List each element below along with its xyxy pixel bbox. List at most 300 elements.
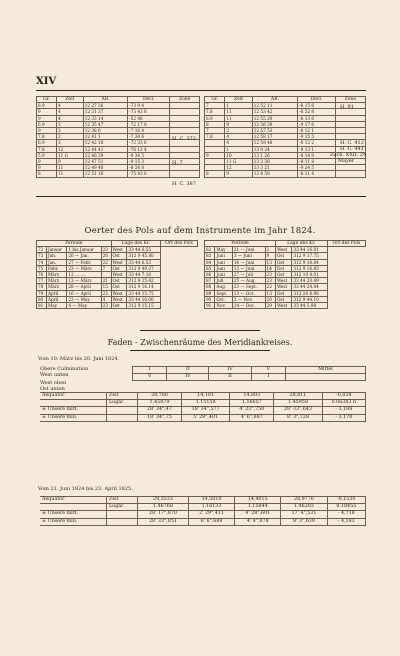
table-cell: 91 bbox=[205, 303, 215, 309]
table-cell: 12 33 14 bbox=[83, 115, 128, 121]
period-2: Vom 21. Juni 1824 bis 23. April 1825. bbox=[38, 486, 133, 492]
table-cell: 7 bbox=[205, 128, 225, 134]
table-cell: 1 bbox=[225, 146, 252, 152]
table-cell: 33 44 15.75 bbox=[127, 290, 161, 296]
note-right-3: H. C. 441 bbox=[340, 146, 364, 152]
table-cell: 79 bbox=[37, 290, 47, 296]
row-sublabel: Logar. bbox=[107, 504, 138, 511]
table-cell: -8 14 9 bbox=[298, 152, 335, 158]
column-header: Periode bbox=[205, 241, 276, 247]
table-cell: Ost bbox=[275, 272, 292, 278]
table-cell: 312 10 4.01 bbox=[292, 272, 327, 278]
table-cell: Ost bbox=[111, 303, 127, 309]
table-cell: 0.06383 n bbox=[322, 400, 365, 407]
row-sublabel bbox=[107, 511, 138, 518]
table-cell: 312 9 44.10 bbox=[292, 296, 327, 302]
table-cell: Febr. bbox=[46, 265, 66, 271]
table-cell: 9 bbox=[37, 109, 57, 115]
table-cell: 13 — März bbox=[67, 278, 101, 284]
table-cell: 4' 23",750 bbox=[230, 407, 274, 414]
table-cell: 12 56 39 bbox=[252, 121, 298, 127]
note-left-1: H. C. 372 bbox=[172, 136, 196, 142]
column-header: Mittel bbox=[285, 367, 365, 374]
table-cell: 24 — Dec. bbox=[232, 303, 265, 309]
table-cell: 17' 4",531 bbox=[281, 511, 327, 518]
table-row bbox=[37, 247, 198, 253]
table-cell: 11 bbox=[56, 171, 83, 177]
table-cell: - 3,170 bbox=[322, 414, 365, 421]
table-cell: 12 bbox=[225, 165, 252, 171]
column-header: I bbox=[133, 367, 167, 374]
table-cell: 28' 17",870 bbox=[138, 511, 189, 518]
table-row bbox=[40, 414, 366, 421]
table-cell: 85 bbox=[205, 265, 215, 271]
table-cell: 2 bbox=[225, 128, 252, 134]
table-cell: 12 31 37 bbox=[83, 109, 128, 115]
table-cell: 9 bbox=[225, 171, 252, 177]
table-row bbox=[40, 511, 366, 518]
table-cell: 89 bbox=[205, 290, 215, 296]
table-cell: 9 bbox=[205, 152, 225, 158]
table-cell: 86 bbox=[205, 272, 215, 278]
table-cell: 4 bbox=[225, 134, 252, 140]
table-cell: 7.8 bbox=[205, 109, 225, 115]
table-cell: Ost bbox=[275, 259, 292, 265]
table-cell: West bbox=[111, 247, 127, 253]
row-sublabel: Zeit bbox=[107, 497, 138, 504]
table-cell: May bbox=[46, 303, 66, 309]
table-cell: - 4,183 bbox=[327, 518, 365, 525]
header-row bbox=[133, 374, 366, 381]
table-cell: -8 15 6 bbox=[298, 103, 335, 109]
column-header: I bbox=[251, 374, 285, 381]
row-label: ± Unsere mitt. bbox=[40, 511, 107, 518]
table-cell: 23 — Sept. bbox=[232, 284, 265, 290]
table-cell: West bbox=[111, 296, 127, 302]
table-cell: 11 bbox=[225, 109, 252, 115]
threads-table-2 bbox=[40, 496, 366, 526]
column-header: AR. bbox=[83, 97, 128, 103]
table-cell: 312 9 17.75 bbox=[292, 253, 327, 259]
table-cell: 27 — Febr. bbox=[67, 259, 101, 265]
table-cell: 4 bbox=[101, 296, 111, 302]
table-cell: 28 bbox=[265, 296, 275, 302]
row-label: ± Unsere mitt. bbox=[40, 407, 107, 414]
table-cell: -9 24 5 bbox=[298, 165, 335, 171]
table-cell: 81 bbox=[37, 303, 47, 309]
table-cell: 82 bbox=[205, 247, 215, 253]
table-cell: West bbox=[111, 290, 127, 296]
table-cell: - 3,188 bbox=[322, 407, 365, 414]
table-cell: -72 17 8 bbox=[128, 121, 170, 127]
table-cell: -72 33 6 bbox=[128, 140, 170, 146]
table-cell: 77 bbox=[37, 278, 47, 284]
table-cell: Aug. bbox=[215, 284, 232, 290]
table-cell: 1.45879 bbox=[138, 400, 182, 407]
table-cell: 73 bbox=[37, 253, 47, 259]
table-cell: 78 bbox=[37, 284, 47, 290]
table-cell: 26 — Jan. bbox=[67, 253, 101, 259]
table-cell: -9 15 3 bbox=[128, 159, 170, 165]
table-cell: 8.9 bbox=[37, 103, 57, 109]
table-cell: 12 38 6 bbox=[83, 128, 128, 134]
table-cell: 8 bbox=[37, 171, 57, 177]
column-header: Periode bbox=[37, 241, 112, 247]
table-cell: 9 bbox=[56, 159, 83, 165]
row-label: ± Unsere min. bbox=[40, 414, 107, 421]
table-cell: 4 bbox=[56, 103, 83, 109]
table-cell: 23 bbox=[101, 303, 111, 309]
table-cell: 3 bbox=[56, 140, 83, 146]
table-cell: Ost bbox=[111, 265, 127, 271]
table-cell: 1.15844 bbox=[235, 504, 281, 511]
table-cell: 14 bbox=[265, 265, 275, 271]
table-cell: 11 bbox=[56, 165, 83, 171]
table-cell: 1.16133 bbox=[188, 504, 234, 511]
column-header: Zeit bbox=[225, 97, 252, 103]
table-cell: -9 15 5 bbox=[298, 134, 335, 140]
table-cell: 27 — Juli bbox=[232, 272, 265, 278]
poles-title: Oerter des Pols auf dem Instrumente im Jahr 1824. bbox=[84, 226, 316, 236]
table-cell: -8 24 8 bbox=[128, 165, 170, 171]
table-cell: 1.45958 bbox=[274, 400, 322, 407]
table-cell: 23 bbox=[101, 247, 111, 253]
column-header: AR. bbox=[252, 97, 298, 103]
table-cell: 28,760 bbox=[138, 393, 182, 400]
table-cell: 8' 3",639 bbox=[281, 518, 327, 525]
table-cell: -8 11 8 bbox=[298, 159, 335, 165]
table-cell: 4 bbox=[56, 115, 83, 121]
table-cell: 12 55 29 bbox=[252, 115, 298, 121]
divider bbox=[140, 330, 260, 331]
table-cell: 18' 34",75 bbox=[138, 414, 182, 421]
table-cell: 7 bbox=[101, 265, 111, 271]
table-cell: 1.15158 bbox=[181, 400, 229, 407]
table-cell: 312 9 16.14 bbox=[127, 284, 161, 290]
table-cell: -0,1530 bbox=[327, 497, 365, 504]
table-cell: 33 44 5.98 bbox=[292, 303, 327, 309]
table-cell: Juni bbox=[215, 259, 232, 265]
table-cell: 312 9 16.85 bbox=[292, 265, 327, 271]
table-cell: -9 17 6 bbox=[298, 121, 335, 127]
table-cell: Ost bbox=[275, 290, 292, 296]
table-cell: May bbox=[215, 247, 232, 253]
table-cell: 13 bbox=[265, 259, 275, 265]
table-cell: 4 bbox=[225, 140, 252, 146]
row-sublabel bbox=[107, 414, 138, 421]
table-cell: 87 bbox=[205, 278, 215, 284]
table-cell: 13 — Juni bbox=[232, 265, 265, 271]
table-cell: West bbox=[275, 278, 292, 284]
table-cell: 23 — May bbox=[67, 296, 101, 302]
table-cell: Ost bbox=[111, 284, 127, 290]
column-header: Zone bbox=[335, 97, 365, 103]
table-cell: 9 bbox=[225, 121, 252, 127]
table-cell bbox=[170, 171, 200, 177]
table-cell: 3 — Juni bbox=[232, 253, 265, 259]
row-sublabel bbox=[107, 407, 138, 414]
table-cell: 12 27 36 bbox=[83, 103, 128, 109]
row-label: ± Unsere min. bbox=[40, 518, 107, 525]
table-cell: 12 59 48 bbox=[252, 140, 298, 146]
table-cell: 4 bbox=[56, 109, 83, 115]
table-cell: 2 bbox=[56, 134, 83, 140]
table-cell: 80 bbox=[37, 296, 47, 302]
column-header: Lage des Kr. bbox=[275, 241, 327, 247]
table-cell: 33 44 6.53 bbox=[127, 259, 161, 265]
table-cell: 14,5010 bbox=[188, 497, 234, 504]
table-cell: 12 52 11 bbox=[252, 103, 298, 109]
table-cell: 1.16657 bbox=[230, 400, 274, 407]
table-cell: 21 bbox=[101, 278, 111, 284]
note-right-1: H. 91 bbox=[340, 104, 354, 110]
table-cell: April bbox=[46, 296, 66, 302]
table-cell: 9 bbox=[37, 165, 57, 171]
label-ost-unten: Ost unten bbox=[40, 386, 65, 392]
column-header: Ort des Pols bbox=[161, 241, 198, 247]
table-cell: 13 1 26 bbox=[252, 152, 298, 158]
table-cell: -9 34 5 bbox=[128, 152, 170, 158]
table-cell: Juni bbox=[215, 265, 232, 271]
table-cell: März bbox=[46, 284, 66, 290]
table-cell: 12 58 17 bbox=[252, 134, 298, 140]
table-cell: 12 53 42 bbox=[252, 109, 298, 115]
table-cell: 33 44 20.49 bbox=[292, 278, 327, 284]
table-row bbox=[40, 504, 366, 511]
table-cell: 5' 29",401 bbox=[181, 414, 229, 421]
header-row bbox=[133, 367, 366, 374]
table-cell: Juli bbox=[215, 278, 232, 284]
table-cell: 28' 33",851 bbox=[138, 518, 189, 525]
table-cell: -7 34 6 bbox=[128, 134, 170, 140]
table-cell: Juni bbox=[215, 253, 232, 259]
table-cell: 33 44 6.55 bbox=[127, 247, 161, 253]
table-cell: -73 9 4 bbox=[128, 103, 170, 109]
table-cell: Juni bbox=[215, 272, 232, 278]
table-cell: 12 57 53 bbox=[252, 128, 298, 134]
table-cell: 18' 34",577 bbox=[181, 407, 229, 414]
table-cell: Sept. bbox=[215, 290, 232, 296]
table-cell: 28' 34",47 bbox=[138, 407, 182, 414]
table-cell: 12 35 47 bbox=[83, 121, 128, 127]
table-cell: 6' 6",689 bbox=[188, 518, 234, 525]
table-cell: -76 12 4 bbox=[128, 146, 170, 152]
column-header: Gr. bbox=[37, 97, 57, 103]
table-cell: 12 44 41 bbox=[83, 146, 128, 152]
table-cell: März bbox=[46, 278, 66, 284]
poles-table-right bbox=[204, 240, 366, 309]
table-cell: 90 bbox=[205, 296, 215, 302]
table-cell: 3 — Nov. bbox=[232, 296, 265, 302]
table-row bbox=[40, 400, 366, 407]
table-cell: 7.8 bbox=[37, 146, 57, 152]
table-row bbox=[205, 303, 366, 309]
column-header: Zone bbox=[170, 97, 200, 103]
table-cell: Ost bbox=[275, 265, 292, 271]
table-cell: 16 — Juni bbox=[232, 259, 265, 265]
row-label bbox=[40, 504, 107, 511]
column-header: IV bbox=[209, 367, 251, 374]
table-cell: 9 bbox=[37, 115, 57, 121]
table-row bbox=[40, 393, 366, 400]
table-cell: 12 49 46 bbox=[83, 165, 128, 171]
table-cell bbox=[335, 171, 365, 177]
note-right-2: H. C. 412 bbox=[340, 140, 364, 146]
table-row bbox=[40, 497, 366, 504]
table-cell: 23 — März bbox=[67, 265, 101, 271]
column-header: IV bbox=[167, 374, 209, 381]
table-cell: 88 bbox=[205, 284, 215, 290]
note-right-4: Zach. XXII. 24 bbox=[330, 152, 367, 158]
table-cell: 312 10 6.98 bbox=[292, 290, 327, 296]
page-number: XIV bbox=[36, 76, 57, 87]
table-cell: März bbox=[46, 272, 66, 278]
table-cell: 4' 6",887 bbox=[230, 414, 274, 421]
table-cell: -8 12 2 bbox=[298, 140, 335, 146]
row-sublabel: Zeit bbox=[107, 393, 138, 400]
table-cell: Nov. bbox=[215, 303, 232, 309]
table-cell: 2 bbox=[265, 247, 275, 253]
table-cell: 29,3533 bbox=[138, 497, 189, 504]
column-header: II bbox=[209, 374, 251, 381]
column-header: V bbox=[251, 367, 285, 374]
table-cell: 1 bbox=[225, 103, 252, 109]
table-cell: 13 0 24 bbox=[252, 146, 298, 152]
table-cell: 28,9770 bbox=[281, 497, 327, 504]
table-cell: -8 12 1 bbox=[298, 128, 335, 134]
poles-table-left bbox=[36, 240, 198, 309]
table-cell: 33 44 16.01 bbox=[292, 247, 327, 253]
table-cell: 312 9 15.15 bbox=[127, 303, 161, 309]
table-row bbox=[40, 407, 366, 414]
table-cell: 33 44 16.00 bbox=[127, 296, 161, 302]
table-cell: 12 ........ bbox=[67, 272, 101, 278]
table-cell: -0,034 bbox=[322, 393, 365, 400]
table-cell: 29 bbox=[265, 303, 275, 309]
table-cell: -75 43 8 bbox=[128, 109, 170, 115]
table-cell: 11 G bbox=[56, 152, 83, 158]
table-cell: -9 13 1 bbox=[298, 146, 335, 152]
table-cell: 13 4 58 bbox=[252, 171, 298, 177]
table-cell: 21 — Juni bbox=[232, 247, 265, 253]
table-cell: 4 — May bbox=[67, 303, 101, 309]
table-cell: 76 bbox=[37, 272, 47, 278]
threads-rule bbox=[130, 350, 270, 351]
table-cell: West bbox=[111, 259, 127, 265]
table-cell: 7.8 bbox=[37, 134, 57, 140]
table-cell: 9.18455 bbox=[327, 504, 365, 511]
table-cell: 15 bbox=[101, 284, 111, 290]
table-cell: Ost bbox=[275, 253, 292, 259]
table-cell: Ost bbox=[275, 296, 292, 302]
column-header: Ort des Pols bbox=[327, 241, 365, 247]
table-row bbox=[40, 518, 366, 525]
table-cell: 8.9 bbox=[205, 115, 225, 121]
table-cell: Oct. bbox=[215, 296, 232, 302]
table-cell: 13 3 21 bbox=[252, 165, 298, 171]
column-header: II bbox=[167, 367, 209, 374]
table-cell: 28,811 bbox=[274, 393, 322, 400]
table-cell: 22 bbox=[101, 259, 111, 265]
table-cell: 3 bbox=[56, 121, 83, 127]
table-cell: -8 32 8 bbox=[298, 109, 335, 115]
table-cell: 7 bbox=[205, 103, 225, 109]
table-cell: 12 47 51 bbox=[83, 159, 128, 165]
table-cell: 3 bbox=[56, 128, 83, 134]
table-cell: 11 bbox=[225, 115, 252, 121]
section-rule bbox=[36, 196, 366, 197]
table-cell: April bbox=[46, 290, 66, 296]
row-sublabel bbox=[107, 518, 138, 525]
table-cell: 16 — April bbox=[67, 290, 101, 296]
table-cell: 23 bbox=[265, 278, 275, 284]
column-header bbox=[285, 374, 365, 381]
table-cell: -8 11 4 bbox=[298, 171, 335, 177]
table-cell: West bbox=[275, 247, 292, 253]
table-cell: 10 bbox=[225, 152, 252, 158]
table-cell: -8 13 6 bbox=[298, 115, 335, 121]
table-cell: West bbox=[275, 284, 292, 290]
table-cell: 12 bbox=[56, 146, 83, 152]
header-rule bbox=[36, 90, 366, 91]
label-obere: Obere Culmination bbox=[40, 366, 89, 372]
table-cell: 1.46203 bbox=[281, 504, 327, 511]
table-row bbox=[205, 171, 366, 177]
column-header: Lage des Kr. bbox=[111, 241, 161, 247]
table-cell: 312 9 45.80 bbox=[127, 253, 161, 259]
table-cell: 33 44 7.16 bbox=[127, 272, 161, 278]
table-cell: 9 bbox=[37, 128, 57, 134]
table-cell: 8 bbox=[205, 171, 225, 177]
table-row bbox=[37, 303, 198, 309]
table-cell: 312 9 15.42 bbox=[127, 278, 161, 284]
threads-title: Faden - Zwischenräume des Meridiankreises. bbox=[107, 338, 293, 347]
table-cell: 8 bbox=[205, 121, 225, 127]
table-cell: 12 41 1 bbox=[83, 134, 128, 140]
row-sublabel: Logar. bbox=[107, 400, 138, 407]
table-cell: 75 bbox=[37, 265, 47, 271]
table-cell: 12 51 16 bbox=[83, 171, 128, 177]
table-cell: 2' 29",411 bbox=[188, 511, 234, 518]
table-cell: 14,181 bbox=[181, 393, 229, 400]
table-cell: 12 42 18 bbox=[83, 140, 128, 146]
table-cell: 9 bbox=[265, 253, 275, 259]
table-cell: -52 46 bbox=[128, 115, 170, 121]
column-header: V bbox=[133, 374, 167, 381]
threads-header-1 bbox=[132, 366, 366, 381]
table-cell: 14,4015 bbox=[235, 497, 281, 504]
table-cell: 28' 33",643 bbox=[274, 407, 322, 414]
table-cell: 83 bbox=[205, 253, 215, 259]
row-label: Aequator bbox=[40, 393, 107, 400]
threads-table-1 bbox=[40, 392, 366, 422]
table-cell: 25 — Aug. bbox=[232, 278, 265, 284]
table-cell: West bbox=[111, 272, 127, 278]
table-cell: 9 bbox=[37, 159, 57, 165]
table-cell: 72 bbox=[37, 247, 47, 253]
table-cell: 312 9 16.84 bbox=[292, 259, 327, 265]
table-cell: Ost bbox=[111, 253, 127, 259]
table-row bbox=[37, 171, 200, 177]
table-cell: 312 9 49.27 bbox=[127, 265, 161, 271]
table-cell: 6.9 bbox=[37, 121, 57, 127]
column-header: Gr. bbox=[205, 97, 225, 103]
note-left-3: H. C. 387 bbox=[172, 181, 196, 187]
table-cell: 13 bbox=[265, 290, 275, 296]
table-cell: 23 — Oct. bbox=[232, 290, 265, 296]
table-cell: West bbox=[275, 303, 292, 309]
table-cell: -7 16 4 bbox=[128, 128, 170, 134]
